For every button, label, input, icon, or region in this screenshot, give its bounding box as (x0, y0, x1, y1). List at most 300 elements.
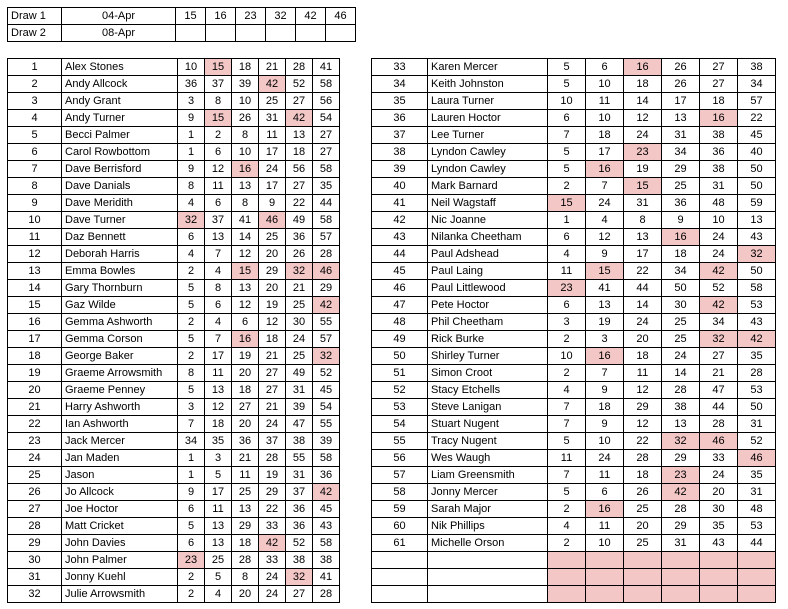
pick-number: 34 (700, 314, 738, 331)
pick-number: 26 (662, 59, 700, 76)
empty-pick-cell (700, 552, 738, 569)
player-row (8, 246, 340, 263)
player-number: 17 (8, 331, 62, 348)
player-number: 52 (372, 382, 428, 399)
player-number: 21 (8, 399, 62, 416)
player-name: John Palmer (62, 552, 178, 569)
player-name: Daz Bennett (62, 229, 178, 246)
pick-number: 24 (624, 314, 662, 331)
pick-number: 34 (738, 76, 776, 93)
pick-number: 6 (205, 144, 232, 161)
pick-number: 24 (700, 229, 738, 246)
pick-number: 11 (205, 365, 232, 382)
pick-number: 10 (586, 110, 624, 127)
pick-number: 25 (259, 229, 286, 246)
pick-number: 32 (178, 212, 205, 229)
pick-number: 5 (548, 433, 586, 450)
player-row (8, 586, 340, 603)
players-table-right (371, 58, 776, 603)
pick-number: 28 (624, 450, 662, 467)
pick-number: 12 (624, 110, 662, 127)
pick-number: 5 (178, 382, 205, 399)
pick-number: 13 (232, 280, 259, 297)
pick-number: 16 (700, 110, 738, 127)
pick-number: 17 (662, 93, 700, 110)
pick-number: 50 (738, 178, 776, 195)
pick-number: 13 (662, 416, 700, 433)
pick-number: 11 (586, 518, 624, 535)
pick-number: 5 (205, 569, 232, 586)
pick-number: 27 (700, 76, 738, 93)
pick-number: 16 (232, 331, 259, 348)
pick-number: 4 (548, 246, 586, 263)
pick-number: 58 (313, 76, 340, 93)
pick-number: 38 (738, 59, 776, 76)
pick-number: 29 (662, 450, 700, 467)
pick-number: 19 (259, 467, 286, 484)
draw-label: Draw 1 (8, 8, 62, 25)
player-name: Stuart Nugent (428, 416, 548, 433)
pick-number: 36 (232, 433, 259, 450)
pick-number: 18 (232, 59, 259, 76)
player-number: 24 (8, 450, 62, 467)
player-name: Ian Ashworth (62, 416, 178, 433)
player-row (8, 314, 340, 331)
pick-number: 52 (738, 433, 776, 450)
empty-pick-cell (700, 586, 738, 603)
pick-number: 18 (624, 467, 662, 484)
player-name: Jack Mercer (62, 433, 178, 450)
pick-number: 23 (178, 552, 205, 569)
player-row (372, 76, 776, 93)
player-row (372, 314, 776, 331)
pick-number: 10 (586, 76, 624, 93)
player-row (8, 297, 340, 314)
pick-number: 4 (178, 246, 205, 263)
pick-number: 28 (286, 59, 313, 76)
pick-number: 2 (178, 314, 205, 331)
pick-number: 12 (624, 382, 662, 399)
pick-number: 12 (205, 399, 232, 416)
player-name: Becci Palmer (62, 127, 178, 144)
pick-number: 31 (662, 535, 700, 552)
pick-number: 16 (624, 59, 662, 76)
player-number: 27 (8, 501, 62, 518)
pick-number: 8 (624, 212, 662, 229)
pick-number: 7 (205, 331, 232, 348)
pick-number: 57 (313, 229, 340, 246)
pick-number: 8 (178, 365, 205, 382)
player-number: 22 (8, 416, 62, 433)
pick-number: 42 (259, 535, 286, 552)
player-name: Graeme Penney (62, 382, 178, 399)
player-name: Gemma Corson (62, 331, 178, 348)
pick-number: 29 (662, 161, 700, 178)
player-number: 41 (372, 195, 428, 212)
pick-number: 42 (700, 263, 738, 280)
pick-number: 25 (624, 535, 662, 552)
player-row (8, 382, 340, 399)
draw-row (8, 8, 356, 25)
draw-number: 16 (206, 8, 236, 25)
pick-number: 12 (232, 297, 259, 314)
pick-number: 31 (662, 127, 700, 144)
pick-number: 6 (548, 297, 586, 314)
empty-pick-cell (738, 586, 776, 603)
player-number: 47 (372, 297, 428, 314)
player-row (372, 144, 776, 161)
pick-number: 25 (624, 501, 662, 518)
pick-number: 17 (586, 144, 624, 161)
pick-number: 43 (700, 535, 738, 552)
player-number: 25 (8, 467, 62, 484)
player-row (8, 161, 340, 178)
pick-number: 21 (259, 348, 286, 365)
pick-number: 38 (700, 161, 738, 178)
pick-number: 24 (586, 450, 624, 467)
player-row (8, 552, 340, 569)
pick-number: 10 (232, 144, 259, 161)
pick-number: 7 (548, 127, 586, 144)
pick-number: 13 (738, 212, 776, 229)
pick-number: 29 (624, 399, 662, 416)
pick-number: 21 (286, 280, 313, 297)
pick-number: 17 (205, 348, 232, 365)
pick-number: 19 (232, 348, 259, 365)
player-name: Gary Thornburn (62, 280, 178, 297)
pick-number: 15 (205, 59, 232, 76)
pick-number: 35 (205, 433, 232, 450)
pick-number: 36 (662, 195, 700, 212)
pick-number: 3 (548, 314, 586, 331)
player-number: 18 (8, 348, 62, 365)
player-number: 39 (372, 161, 428, 178)
pick-number: 42 (662, 484, 700, 501)
pick-number: 41 (313, 569, 340, 586)
pick-number: 24 (259, 569, 286, 586)
player-name: Dave Danials (62, 178, 178, 195)
player-number: 53 (372, 399, 428, 416)
player-number: 31 (8, 569, 62, 586)
pick-number: 31 (700, 178, 738, 195)
pick-number: 11 (548, 450, 586, 467)
player-row (372, 110, 776, 127)
pick-number: 52 (286, 535, 313, 552)
pick-number: 17 (259, 178, 286, 195)
player-row (372, 195, 776, 212)
pick-number: 1 (178, 467, 205, 484)
pick-number: 27 (700, 348, 738, 365)
player-number: 42 (372, 212, 428, 229)
player-name: Pete Hoctor (428, 297, 548, 314)
player-name: Simon Croot (428, 365, 548, 382)
player-number: 46 (372, 280, 428, 297)
pick-number: 33 (259, 518, 286, 535)
draw-number: 46 (326, 8, 356, 25)
player-row (372, 518, 776, 535)
pick-number: 28 (313, 246, 340, 263)
pick-number: 50 (662, 280, 700, 297)
pick-number: 2 (548, 365, 586, 382)
pick-number: 26 (232, 110, 259, 127)
empty-pick-cell (624, 586, 662, 603)
pick-number: 37 (205, 212, 232, 229)
pick-number: 24 (286, 331, 313, 348)
player-row (8, 569, 340, 586)
pick-number: 42 (738, 331, 776, 348)
pick-number: 18 (259, 331, 286, 348)
pick-number: 18 (662, 246, 700, 263)
pick-number: 13 (286, 127, 313, 144)
pick-number: 8 (205, 280, 232, 297)
player-number: 58 (372, 484, 428, 501)
pick-number: 34 (178, 433, 205, 450)
pick-number: 36 (700, 144, 738, 161)
pick-number: 4 (205, 314, 232, 331)
empty-pick-cell (548, 586, 586, 603)
pick-number: 10 (232, 93, 259, 110)
pick-number: 13 (232, 178, 259, 195)
pick-number: 25 (286, 348, 313, 365)
pick-number: 5 (178, 331, 205, 348)
pick-number: 30 (700, 501, 738, 518)
pick-number: 16 (232, 161, 259, 178)
pick-number: 15 (205, 110, 232, 127)
pick-number: 11 (232, 467, 259, 484)
pick-number: 9 (586, 246, 624, 263)
pick-number: 20 (232, 586, 259, 603)
pick-number: 37 (205, 76, 232, 93)
pick-number: 9 (586, 416, 624, 433)
player-number: 50 (372, 348, 428, 365)
pick-number: 11 (624, 365, 662, 382)
pick-number: 18 (286, 144, 313, 161)
player-row (372, 535, 776, 552)
pick-number: 18 (232, 535, 259, 552)
pick-number: 38 (286, 433, 313, 450)
pick-number: 6 (178, 501, 205, 518)
pick-number: 12 (205, 161, 232, 178)
player-number: 16 (8, 314, 62, 331)
pick-number: 35 (313, 178, 340, 195)
pick-number: 44 (313, 195, 340, 212)
pick-number: 48 (700, 195, 738, 212)
pick-number: 21 (232, 450, 259, 467)
pick-number: 28 (313, 586, 340, 603)
pick-number: 32 (738, 246, 776, 263)
pick-number: 57 (738, 93, 776, 110)
pick-number: 18 (586, 127, 624, 144)
pick-number: 21 (700, 365, 738, 382)
pick-number: 53 (738, 297, 776, 314)
pick-number: 7 (586, 365, 624, 382)
pick-number: 9 (259, 195, 286, 212)
player-name: Stacy Etchells (428, 382, 548, 399)
player-number: 32 (8, 586, 62, 603)
player-name: Laura Turner (428, 93, 548, 110)
pick-number: 20 (624, 518, 662, 535)
pick-number: 32 (286, 569, 313, 586)
pick-number: 7 (586, 178, 624, 195)
pick-number: 20 (624, 331, 662, 348)
pick-number: 20 (259, 280, 286, 297)
pick-number: 15 (548, 195, 586, 212)
player-name: Tracy Nugent (428, 433, 548, 450)
player-row (8, 144, 340, 161)
pick-number: 5 (178, 280, 205, 297)
pick-number: 46 (259, 212, 286, 229)
pick-number: 39 (313, 433, 340, 450)
player-number: 9 (8, 195, 62, 212)
player-name: Jonny Mercer (428, 484, 548, 501)
pick-number: 27 (286, 93, 313, 110)
pick-number: 25 (205, 552, 232, 569)
player-number: 34 (372, 76, 428, 93)
draw-number (266, 25, 296, 42)
player-name: Nic Joanne (428, 212, 548, 229)
player-number: 5 (8, 127, 62, 144)
pick-number: 10 (548, 348, 586, 365)
pick-number: 43 (313, 518, 340, 535)
draw-date: 04-Apr (62, 8, 176, 25)
pick-number: 22 (738, 110, 776, 127)
draw-date: 08-Apr (62, 25, 176, 42)
pick-number: 6 (205, 297, 232, 314)
pick-number: 28 (259, 450, 286, 467)
player-name: Jonny Kuehl (62, 569, 178, 586)
pick-number: 36 (178, 76, 205, 93)
draw-number (176, 25, 206, 42)
pick-number: 6 (205, 195, 232, 212)
player-number: 59 (372, 501, 428, 518)
pick-number: 24 (700, 246, 738, 263)
empty-cell (372, 586, 428, 603)
player-name: Shirley Turner (428, 348, 548, 365)
player-number: 4 (8, 110, 62, 127)
pick-number: 29 (232, 518, 259, 535)
pick-number: 38 (662, 399, 700, 416)
pick-number: 39 (286, 399, 313, 416)
player-number: 12 (8, 246, 62, 263)
pick-number: 17 (259, 144, 286, 161)
pick-number: 34 (662, 144, 700, 161)
player-row (372, 484, 776, 501)
pick-number: 53 (738, 518, 776, 535)
player-name: Keith Johnston (428, 76, 548, 93)
player-number: 20 (8, 382, 62, 399)
pick-number: 18 (205, 416, 232, 433)
pick-number: 58 (313, 535, 340, 552)
pick-number: 56 (286, 161, 313, 178)
pick-number: 29 (259, 484, 286, 501)
player-row (8, 195, 340, 212)
pick-number: 52 (700, 280, 738, 297)
player-row (8, 535, 340, 552)
player-name: Harry Ashworth (62, 399, 178, 416)
player-row (372, 331, 776, 348)
pick-number: 24 (624, 127, 662, 144)
pick-number: 5 (205, 467, 232, 484)
player-row (372, 178, 776, 195)
player-number: 45 (372, 263, 428, 280)
pick-number: 11 (586, 467, 624, 484)
pick-number: 6 (178, 229, 205, 246)
player-row (372, 348, 776, 365)
pick-number: 46 (738, 450, 776, 467)
pick-number: 12 (586, 229, 624, 246)
player-row (372, 467, 776, 484)
player-name: George Baker (62, 348, 178, 365)
pick-number: 55 (286, 450, 313, 467)
player-row (8, 348, 340, 365)
pick-number: 16 (586, 161, 624, 178)
player-name: Gaz Wilde (62, 297, 178, 314)
pick-number: 20 (232, 365, 259, 382)
player-row (372, 399, 776, 416)
pick-number: 31 (286, 382, 313, 399)
player-row (372, 246, 776, 263)
pick-number: 56 (313, 93, 340, 110)
pick-number: 2 (548, 331, 586, 348)
pick-number: 15 (624, 178, 662, 195)
empty-pick-cell (738, 569, 776, 586)
pick-number: 11 (205, 178, 232, 195)
pick-number: 58 (313, 161, 340, 178)
player-row (372, 229, 776, 246)
pick-number: 58 (313, 450, 340, 467)
pick-number: 2 (178, 586, 205, 603)
pick-number: 59 (738, 195, 776, 212)
pick-number: 57 (313, 331, 340, 348)
pick-number: 20 (259, 246, 286, 263)
pick-number: 35 (738, 467, 776, 484)
player-number: 33 (372, 59, 428, 76)
player-name: Andy Grant (62, 93, 178, 110)
pick-number: 26 (286, 246, 313, 263)
player-name: Rick Burke (428, 331, 548, 348)
player-row (8, 229, 340, 246)
pick-number: 36 (286, 229, 313, 246)
empty-pick-cell (624, 552, 662, 569)
pick-number: 9 (178, 161, 205, 178)
pick-number: 24 (586, 195, 624, 212)
pick-number: 27 (259, 382, 286, 399)
pick-number: 38 (313, 552, 340, 569)
pick-number: 53 (738, 382, 776, 399)
pick-number: 12 (624, 416, 662, 433)
pick-number: 29 (662, 518, 700, 535)
pick-number: 22 (624, 433, 662, 450)
pick-number: 7 (548, 416, 586, 433)
draw-number (236, 25, 266, 42)
player-number: 55 (372, 433, 428, 450)
draw-number: 42 (296, 8, 326, 25)
pick-number: 7 (205, 246, 232, 263)
pick-number: 22 (286, 195, 313, 212)
draw-number: 23 (236, 8, 266, 25)
player-row (8, 365, 340, 382)
player-name: John Davies (62, 535, 178, 552)
player-name: Jason (62, 467, 178, 484)
pick-number: 5 (548, 76, 586, 93)
pick-number: 26 (662, 76, 700, 93)
pick-number: 48 (738, 501, 776, 518)
player-row (372, 59, 776, 76)
player-row (8, 59, 340, 76)
pick-number: 27 (313, 144, 340, 161)
pick-number: 15 (586, 263, 624, 280)
pick-number: 14 (662, 365, 700, 382)
